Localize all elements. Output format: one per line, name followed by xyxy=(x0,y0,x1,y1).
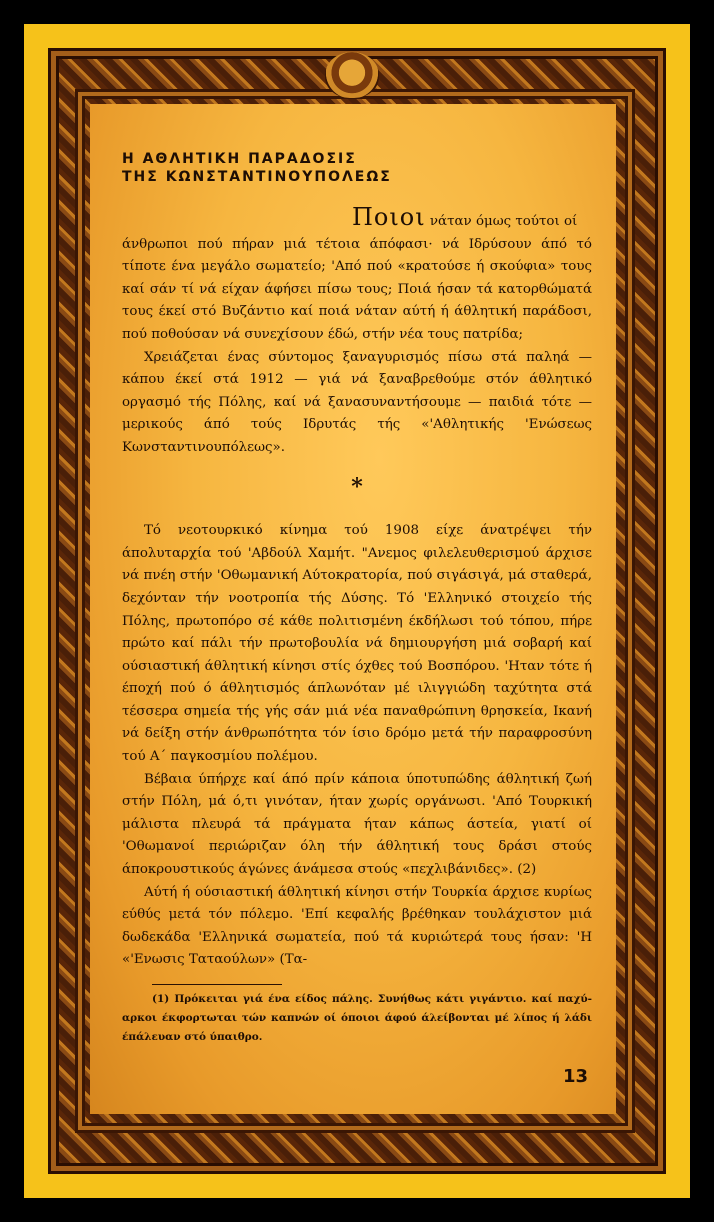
page-title xyxy=(122,150,582,186)
title-line-1: Η ΑΘΛΗΤΙΚΗ ΠΑΡΑΔΟΣΙΣ xyxy=(122,151,357,167)
title-line-2: ΤΗΣ ΚΩΝΣΤΑΝΤΙΝΟΥΠΟΛΕΩΣ xyxy=(122,169,392,185)
footnote xyxy=(122,990,592,1047)
footnote-text: (1) Πρόκειται γιά ένα είδος πάλης. Συνήθως κάτι γιγάντιο. καί παχύ-αρκοι έκφορτωται τών καπνών οί όποιοι άφού άλείβονται μέ λίπος ή λάδι έπάλευαν στό ύπαιθρο. xyxy=(122,993,592,1043)
paragraph-1-start xyxy=(122,203,592,234)
dropcap-word: Ποιοι xyxy=(352,203,426,231)
page-number: 13 xyxy=(562,1066,588,1087)
paragraph-1-rest: άνθρωποι πού πήραν μιά τέτοια άπόφασι· νά Ιδρύσουν άπό τό τίποτε ένα μεγάλο σωματείο; 'Από πού «κρατούσε ή σκούφια» τους καί σάν τί νά είχαν άφήσει πίσω τους; Ποιά ήσαν τά κατορθώματά τους έκεί στό Βυζάντιο καί ποιά νάταν αύτή ή άθλητική παράδοσι, πού ποθούσαν νά συνεχίσουν έδώ, στήν νέα τους πατρίδα; xyxy=(122,236,592,342)
book-page xyxy=(90,104,616,1114)
paragraph-3: Τό νεοτουρκικό κίνημα τού 1908 είχε άνατρέψει τήν άπολυταρχία τού 'Αβδούλ Χαμήτ. "Ανεμος φιλελευθερισμού άρχισε νά πνέη στήν 'Οθωμανική Αύτοκρατορία, πού σιγάσιγά, μά σταθερά, δεχόνταν τήν νοοτροπία τής Δύσης. Τό 'Ελληνικό στοιχείο τής Πόλης, πρωτοπόρο σέ κάθε πολιτισμένη έκδήλωσι τού τόπου, πήρε πρώτο καί πάλι τήν πρωτοβουλία νά δημιουργήση μιά σοβαρή καί ούσιαστική άθλητική κίνησι στίς όχθες τού Βοσπόρου. 'Ηταν τότε ή έποχή πού ό άθλητισμός άπλωνόταν μέ ιλιγγιώδη ταχύτητα στά τέσσερα σημεία τής γής σάν μιά νέα παναθρώπινη θρησκεία, Ικανή νά δείξη στήν άνθρωπότητα τόν ίσιο δρόμο μετά τήν παραφροσύνη τού Α΄ παγκοσμίου πολέμου. xyxy=(122,523,592,765)
emblem-icon xyxy=(325,52,379,98)
body-text xyxy=(122,203,592,972)
section-separator: * xyxy=(351,473,363,500)
paragraph-1-opening: νάταν όμως τούτοι οί xyxy=(425,214,578,229)
paragraph-5: Αύτή ή ούσιαστική άθλητική κίνησι στήν Τουρκία άρχισε κυρίως εύθύς μετά τόν πόλεμο. 'Επί κεφαλής βρέθηκαν τουλάχιστον μιά δωδεκάδα 'Ελληνικά σωματεία, πού τά κυριώτερά τους ήσαν: 'Η «'Ενωσις Ταταούλων» (Τα- xyxy=(122,884,592,968)
spacer xyxy=(122,510,592,520)
paragraph-4: Βέβαια ύπήρχε καί άπό πρίν κάποια ύποτυπώδης άθλητική ζωή στήν Πόλη, μά ό,τι γινόταν, ήταν χωρίς οργάνωσι. 'Από Τουρκική μάλιστα πλευρά τά πράγματα ήταν κάπως άστεία, γιατί οί 'Οθωμανοί περιώριζαν όλη τήν άθλητική τους δράσι στούς άποκρουστικούς άγώνες άνάμεσα στούς «πεχλιβάνιδες». (2) xyxy=(122,771,592,878)
paragraph-2: Χρειάζεται ένας σύντομος ξαναγυρισμός πίσω στά παληά — κάπου έκεί στά 1912 — γιά νά ξαναβρεθούμε στόν άθλητικό οργασμό τής Πόλης, καί νά ξανασυναντήσουμε — παιδιά τότε — μερικούς άπό τούς Ιδρυτάς τής «'Αθλητικής 'Ενώσεως Κωνσταντινουπόλεως». xyxy=(122,349,592,455)
footnote-rule xyxy=(152,984,282,985)
